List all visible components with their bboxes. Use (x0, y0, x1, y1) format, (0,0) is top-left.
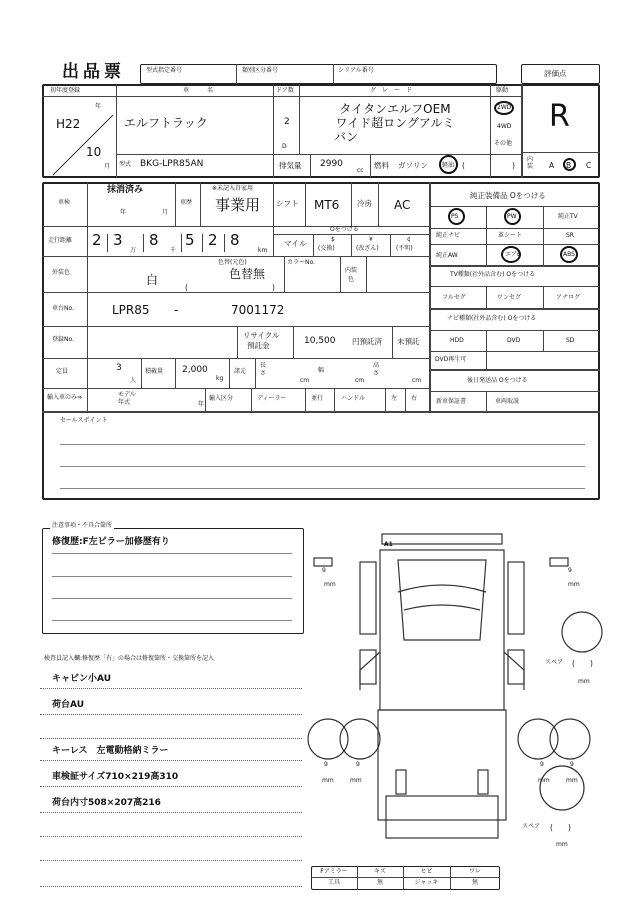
inspector-title: 検査員記入欄:修復歴「有」の場合は修復箇所・交換箇所を記入 (44, 655, 215, 662)
doors-unit: D (282, 143, 287, 150)
first-reg-label: 初年度登録 (50, 87, 81, 94)
spare-paren-l-bottom: ( (550, 823, 553, 832)
mileage-sen: 千 (170, 247, 177, 254)
repaint-paren-l: ( (185, 283, 188, 292)
navi-hdd: HDD (450, 337, 464, 344)
equip-abs: ABS (563, 251, 575, 258)
equip-sr: SR (566, 232, 574, 239)
spare-mm-bottom: mm (556, 841, 568, 848)
fuel-label: 燃料 (374, 161, 389, 170)
inspector-line-4: キーレス 左電動格納ミラー (52, 746, 169, 756)
equipment-title: 純正装備品 Oをつける (470, 191, 546, 200)
eval-label: 評価点 (544, 69, 567, 78)
code-header-box (140, 64, 497, 84)
equip-leather: 革シート (498, 232, 523, 239)
mileage-man: 万 (130, 247, 137, 254)
spare-paren-r-top: ) (590, 659, 593, 668)
ac-label: 冷房 (357, 199, 372, 208)
diagram-rl2-reading: 9 (356, 761, 360, 768)
import-label: 輸入車のみ⇒ (47, 394, 83, 401)
diagram-rr1-reading: 9 (540, 761, 544, 768)
color-no-label: カラーNo. (287, 259, 315, 266)
chassis-prefix: LPR85 (112, 303, 150, 317)
spare-mm-top: mm (578, 678, 590, 685)
legend-header-4: ワレ (468, 868, 481, 875)
inspector-line-5: 車検証サイズ710×219高310 (52, 772, 179, 782)
shift-label: シフト (276, 199, 299, 208)
tv-title: TV種類(社外品含む) Oをつける (450, 271, 536, 278)
diagram-fr-mm: mm (568, 581, 580, 588)
dims-label: 諸元 (234, 368, 247, 375)
diagram-rr2-mm: mm (566, 777, 578, 784)
spare-label-top: スペア (545, 659, 564, 666)
inspection-value: 抹消済み (107, 185, 144, 195)
spare-paren-l-top: ( (572, 659, 575, 668)
chassis-number: 7001172 (231, 303, 285, 317)
mileage-digit-3: 8 (149, 231, 159, 249)
inspection-month: 月 (162, 209, 169, 216)
diagram-rl1-mm: mm (322, 777, 334, 784)
drive-label: 駆動 (496, 87, 509, 94)
doors-label: ドア数 (276, 87, 294, 94)
interior-grade-b: B (566, 161, 572, 170)
mile-label: マイル (284, 239, 307, 248)
load-value: 2,000 (182, 365, 208, 375)
exterior-color: 白 (146, 273, 159, 287)
model-code-label: 型式指定番号 (146, 67, 183, 74)
car-name-label: 車名 (183, 87, 232, 94)
inspection-year: 年 (120, 209, 127, 216)
length-label-1: 長 (260, 362, 267, 369)
width-cm: cm (355, 377, 365, 384)
handle-label: ハンドル (341, 395, 366, 402)
recycle-amount: 10,500 (304, 336, 336, 346)
exterior-color-label: 外装色 (52, 269, 71, 276)
mileage-digit-1: 2 (92, 231, 102, 249)
fuel-diesel: 軽油 (442, 162, 455, 169)
equip-aw: 純正AW (436, 252, 458, 259)
class-code-label: 類別区分番号 (242, 67, 279, 74)
navi-title: ナビ種類(社外品含む) Oをつける (447, 315, 537, 322)
interior-grade-a: A (549, 161, 555, 170)
year-unit: 年 (95, 103, 102, 110)
month-unit: 月 (104, 163, 111, 170)
after-title: 後日発送品 Oをつける (467, 377, 528, 384)
load-unit: kg (216, 375, 224, 382)
mileage-circle-note: Oをつける (330, 226, 359, 233)
registration-label: 登録No. (52, 336, 74, 343)
mileage-dollar: $ (331, 236, 335, 243)
fuel-paren-r: ) (512, 161, 515, 170)
diagram-fl-reading: 9 (322, 567, 326, 574)
diagram-rl1-reading: 9 (324, 761, 328, 768)
interior-color-label-1: 内装 (345, 267, 358, 274)
serial-label: シリアル番号 (338, 67, 374, 74)
displacement-label: 排気量 (279, 161, 302, 170)
mileage-digit-5: 2 (208, 231, 218, 249)
spare-paren-r-bottom: ) (568, 823, 571, 832)
import-parallel: 並行 (311, 395, 324, 402)
chassis-label: 車台No. (52, 305, 74, 312)
legend-value-4: 無 (471, 879, 478, 886)
inspector-line-2: 荷台AU (52, 700, 84, 710)
first-reg-year: H22 (56, 117, 81, 131)
chassis-dash: - (174, 303, 179, 317)
handle-right: 右 (411, 395, 418, 402)
drive-4wd: 4WD (497, 123, 512, 130)
height-label-2: さ (373, 370, 380, 377)
type-label: 型式 (119, 161, 132, 168)
mileage-kokan: (交換) (318, 245, 335, 252)
height-cm: cm (412, 377, 422, 384)
legend-value-1: 工具 (327, 879, 340, 886)
unregistered-note: ※未記入自家用 (212, 185, 254, 192)
after-warranty: 新車保証書 (436, 398, 467, 405)
drive-other: その他 (494, 140, 513, 147)
recycle-label-2: 預託金 (247, 341, 270, 350)
interior-label: 内装 (527, 156, 534, 170)
equip-ps: PS (451, 213, 459, 220)
tv-oneseg: ワンセグ (497, 294, 522, 301)
width-label: 幅 (318, 367, 325, 374)
ac-value: AC (394, 198, 411, 212)
inspector-line-1: キャビン小AU (52, 674, 111, 684)
height-label-1: 高 (373, 362, 380, 369)
import-dealer: ディーラー (257, 395, 287, 402)
spare-label-bottom: スペア (522, 823, 541, 830)
diagram-a1: A1 (384, 541, 393, 548)
length-label-2: さ (260, 370, 267, 377)
diagram-rl2-mm: mm (350, 777, 362, 784)
fuel-paren-l: ( (462, 161, 465, 170)
equip-tv: 純正TV (558, 213, 578, 220)
model-year-label-1: モデル (118, 391, 136, 398)
legend-value-2: 無 (376, 879, 383, 886)
mileage-digit-2: 3 (113, 231, 123, 249)
legend-header-2: キズ (374, 868, 386, 875)
grade-label: グレード (370, 87, 419, 94)
legend-header-3: ヒビ (420, 868, 433, 875)
shift-value: MT6 (314, 198, 340, 212)
repaint-value: 色替無 (229, 267, 266, 281)
model-year-label-2: 年式 (118, 399, 131, 406)
car-name: エルフトラック (124, 116, 208, 130)
grade-line-3: バン (334, 130, 359, 144)
equip-navi: 純正ナビ (436, 232, 461, 239)
after-manual: 車両取説 (495, 398, 520, 405)
sales-point-label: セールスポイント (60, 417, 108, 424)
grade-line-2: ワイド超ロングアルミ (335, 116, 455, 130)
inspector-line-6: 荷台内寸508×207高216 (52, 798, 161, 808)
mileage-km: km (258, 247, 268, 254)
tv-analog: アナログ (556, 294, 581, 301)
equip-airbag: エアB (505, 251, 522, 258)
legend-value-3: ジャッキ (414, 879, 439, 886)
length-cm: cm (300, 377, 310, 384)
mileage-digit-6: 8 (230, 231, 240, 249)
handle-left: 左 (391, 395, 398, 402)
inspection-label: 車検 (58, 199, 71, 206)
mileage-yen: ¥ (369, 236, 373, 243)
displacement-value: 2990 (320, 159, 343, 169)
repaint-label: 色替(元色) (218, 259, 247, 266)
page-title: 出品票 (62, 62, 125, 82)
recycle-unit: 円預託済 (352, 337, 382, 346)
dvd-playback: DVD再生可 (435, 356, 467, 363)
tv-fullseg: フルセグ (442, 294, 466, 301)
first-reg-month: 10 (86, 145, 102, 159)
import-division-label: 輸入区分 (209, 395, 234, 402)
cc-unit: cc (357, 167, 364, 174)
history-label: 車歴 (180, 199, 193, 206)
navi-sd: SD (566, 337, 575, 344)
legend-header-1: Fアミラー (320, 868, 348, 875)
capacity-value: 3 (116, 363, 122, 373)
type-value: BKG-LPR85AN (140, 159, 204, 169)
fuel-gasoline: ガソリン (398, 161, 428, 170)
truck-diagram (300, 520, 600, 870)
history-value: 事業用 (215, 196, 261, 214)
grade-line-1: タイタンエルフOEM (339, 102, 451, 116)
mileage-label: 走行距離 (48, 237, 73, 244)
recycle-unpaid: 未預託 (397, 337, 420, 346)
capacity-unit: 人 (130, 377, 137, 384)
mileage-digit-4: 5 (185, 231, 195, 249)
repaint-paren-r: ) (272, 283, 275, 292)
diagram-fr-reading: 9 (568, 567, 572, 574)
grade-score: R (549, 99, 570, 134)
drive-2wd: 2WD (497, 104, 512, 111)
diagram-fl-mm: mm (324, 581, 336, 588)
model-year-unit: 年 (198, 401, 205, 408)
equip-pw: PW (507, 213, 517, 220)
interior-color-label-2: 色 (348, 276, 355, 283)
mileage-fumei: (不明) (396, 245, 413, 252)
diagram-rr1-mm: mm (538, 777, 550, 784)
mileage-kaizan: (改ざん) (356, 245, 379, 252)
notes-repair: 修復歴:F左ピラー加修歴有り (52, 537, 170, 547)
doors-value: 2 (284, 117, 290, 127)
capacity-label: 定員 (56, 368, 69, 375)
notes-title: 注意事項・不具合箇所 (52, 522, 113, 529)
load-label: 積載量 (145, 368, 164, 375)
mileage-cent: ¢ (407, 236, 411, 243)
navi-dvd: DVD (507, 337, 521, 344)
interior-grade-c: C (586, 161, 592, 170)
recycle-label-1: リサイクル (243, 331, 280, 340)
diagram-rr2-reading: 9 (570, 761, 574, 768)
